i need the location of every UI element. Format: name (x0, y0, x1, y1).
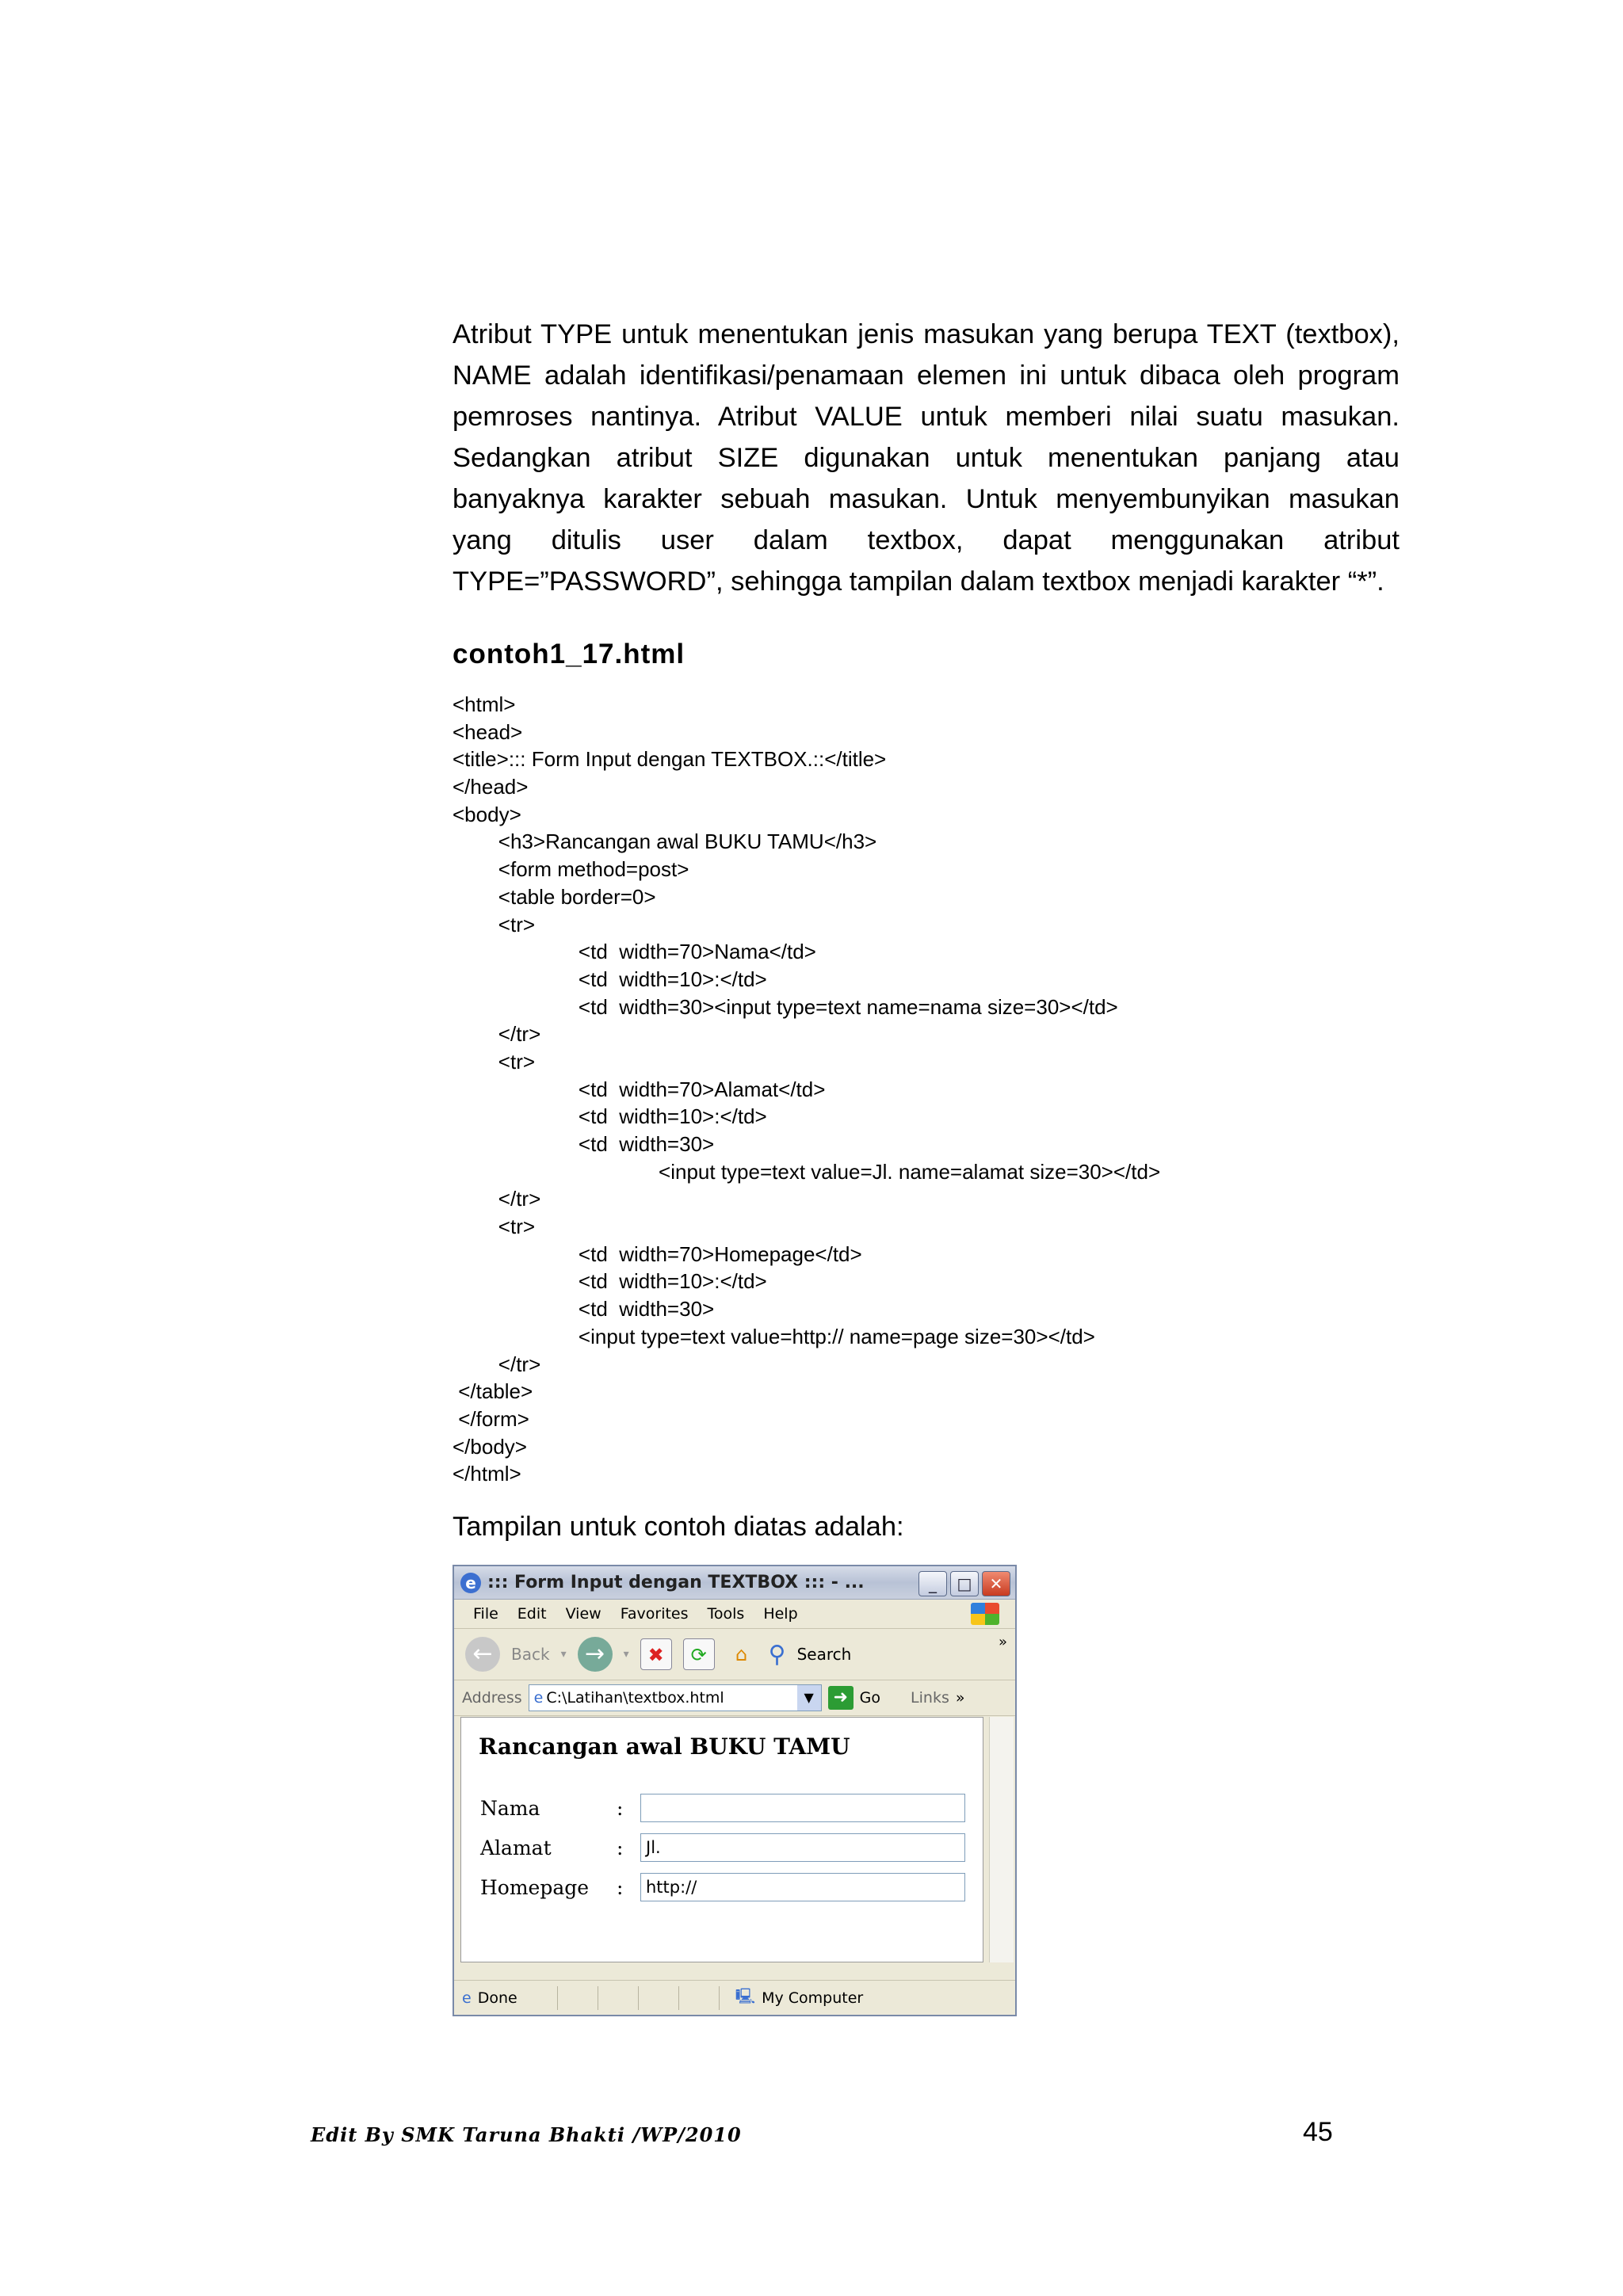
forward-arrow-icon[interactable]: → (578, 1637, 613, 1672)
form-row-homepage (480, 1876, 697, 1899)
status-divider (598, 1986, 638, 2010)
code-line: <td width=10>:</td> (453, 967, 767, 991)
code-line: <tr> (453, 912, 536, 936)
code-line: <td width=70>Homepage</td> (453, 1241, 862, 1266)
minimize-button[interactable]: _ (918, 1571, 947, 1596)
code-line: <h3>Rancangan awal BUKU TAMU</h3> (453, 830, 877, 854)
window-title: ::: Form Input dengan TEXTBOX ::: - ... (487, 1573, 865, 1592)
code-listing (453, 691, 1483, 1488)
code-line: <head> (453, 719, 523, 744)
address-label: Address (462, 1689, 522, 1707)
menu-favorites[interactable]: Favorites (620, 1605, 689, 1623)
menu-tools[interactable]: Tools (707, 1605, 745, 1623)
code-line: </form> (453, 1406, 529, 1431)
code-line: <input type=text value=http:// name=page size=30></td> (453, 1324, 1095, 1348)
page-icon: e (533, 1689, 544, 1707)
field-colon: : (617, 1836, 624, 1859)
maximize-button[interactable]: □ (950, 1571, 979, 1596)
code-line: <td width=30><input type=text name=nama size=30></td> (453, 994, 1118, 1019)
refresh-icon[interactable]: ⟳ (683, 1638, 715, 1670)
links-label[interactable]: Links (911, 1689, 949, 1707)
code-line: <td width=30> (453, 1297, 715, 1322)
page-content (460, 1717, 983, 1962)
homepage-input[interactable]: http:// (640, 1873, 965, 1901)
field-label: Homepage (480, 1876, 590, 1899)
intro-paragraph (453, 314, 1400, 602)
back-arrow-icon[interactable]: ← (465, 1637, 500, 1672)
status-divider (557, 1986, 598, 2010)
zone-text: My Computer (762, 1989, 864, 2007)
vertical-scrollbar[interactable] (989, 1717, 1014, 1962)
code-line: <input type=text value=Jl. name=alamat size=30></td> (453, 1159, 1161, 1184)
status-divider (678, 1986, 719, 2010)
code-line: <title>::: Form Input dengan TEXTBOX.::</title> (453, 747, 887, 772)
back-button-label[interactable]: Back (511, 1645, 550, 1664)
address-dropdown-icon[interactable]: ▼ (797, 1685, 821, 1711)
code-line: </head> (453, 775, 529, 799)
paragraph-line: NAME adalah identifikasi/penamaan elemen ini untuk dibaca oleh program (453, 360, 1400, 391)
code-line: <td width=10>:</td> (453, 1104, 767, 1129)
status-divider (638, 1986, 678, 2010)
code-line: </tr> (453, 1187, 541, 1211)
code-line: </html> (453, 1462, 521, 1486)
paragraph-line: Sedangkan atribut SIZE digunakan untuk menentukan panjang atau (453, 443, 1400, 473)
code-line: </table> (453, 1379, 533, 1404)
computer-icon: 🖳 (735, 1987, 756, 2005)
toolbar (454, 1629, 1015, 1680)
paragraph-line: pemroses nantinya. Atribut VALUE untuk memberi nilai suatu masukan. (453, 402, 1400, 432)
menu-help[interactable]: Help (763, 1605, 798, 1623)
code-line: <td width=70>Alamat</td> (453, 1077, 826, 1101)
field-colon: : (617, 1876, 624, 1899)
code-line: </tr> (453, 1022, 541, 1047)
home-icon[interactable]: ⌂ (735, 1643, 748, 1665)
address-bar (454, 1680, 1015, 1716)
menu-edit[interactable]: Edit (517, 1605, 547, 1623)
field-label: Nama (480, 1797, 540, 1820)
form-row-alamat (480, 1836, 661, 1859)
code-line: <tr> (453, 1215, 536, 1239)
status-divider (719, 1986, 735, 2010)
code-line: <td width=30> (453, 1132, 715, 1156)
code-line: <body> (453, 802, 521, 826)
windows-logo-icon (971, 1603, 999, 1625)
code-line: <form method=post> (453, 857, 689, 882)
page-done-icon: e (462, 1989, 472, 2007)
close-button[interactable]: ✕ (982, 1571, 1010, 1596)
window-controls (918, 1571, 1010, 1596)
paragraph-line: banyaknya karakter sebuah masukan. Untuk menyembunyikan masukan (453, 484, 1400, 514)
search-icon[interactable]: ⚲ (768, 1640, 786, 1669)
search-button-label[interactable]: Search (796, 1645, 852, 1664)
menu-bar (454, 1600, 1015, 1629)
address-value: C:\Latihan\textbox.html (546, 1689, 724, 1707)
paragraph-line: Atribut TYPE untuk menentukan jenis masukan yang berupa TEXT (textbox), (453, 319, 1400, 349)
forward-dropdown-icon[interactable]: ▾ (623, 1648, 629, 1661)
field-label: Alamat (480, 1836, 552, 1859)
browser-window (453, 1565, 1017, 2016)
form-row-nama (480, 1797, 624, 1820)
ie-icon: e (460, 1573, 481, 1593)
footer-credit: Edit By SMK Taruna Bhakti /WP/2010 (311, 2123, 742, 2146)
menu-file[interactable]: File (473, 1605, 498, 1623)
stop-icon[interactable]: ✖ (640, 1638, 672, 1670)
paragraph-line: TYPE=”PASSWORD”, sehingga tampilan dalam textbox menjadi karakter “*”. (453, 566, 1384, 597)
back-dropdown-icon[interactable]: ▾ (560, 1648, 567, 1661)
figure-caption: Tampilan untuk contoh diatas adalah: (453, 1512, 904, 1542)
code-line: <table border=0> (453, 884, 656, 909)
form-heading: Rancangan awal BUKU TAMU (479, 1733, 850, 1760)
go-arrow-icon[interactable]: ➜ (828, 1686, 854, 1710)
menu-view[interactable]: View (565, 1605, 601, 1623)
code-line: <html> (453, 692, 516, 716)
toolbar-chevron-icon[interactable]: » (998, 1634, 1007, 1650)
links-chevron-icon[interactable]: » (955, 1689, 965, 1707)
code-line: <td width=10>:</td> (453, 1269, 767, 1294)
code-line: </tr> (453, 1352, 541, 1376)
code-line: <tr> (453, 1049, 536, 1074)
code-filename: contoh1_17.html (453, 639, 685, 669)
code-line: </body> (453, 1434, 527, 1459)
address-input[interactable] (529, 1684, 822, 1711)
paragraph-line: yang ditulis user dalam textbox, dapat menggunakan atribut (453, 525, 1400, 555)
go-button-label[interactable]: Go (859, 1689, 881, 1707)
field-colon: : (617, 1797, 624, 1820)
title-bar (454, 1566, 1015, 1600)
status-bar (454, 1980, 1015, 2015)
code-line: <td width=70>Nama</td> (453, 940, 816, 964)
alamat-input[interactable]: Jl. (640, 1833, 965, 1862)
nama-input[interactable] (640, 1794, 965, 1822)
status-text: Done (477, 1989, 517, 2007)
page-number: 45 (1303, 2117, 1333, 2147)
